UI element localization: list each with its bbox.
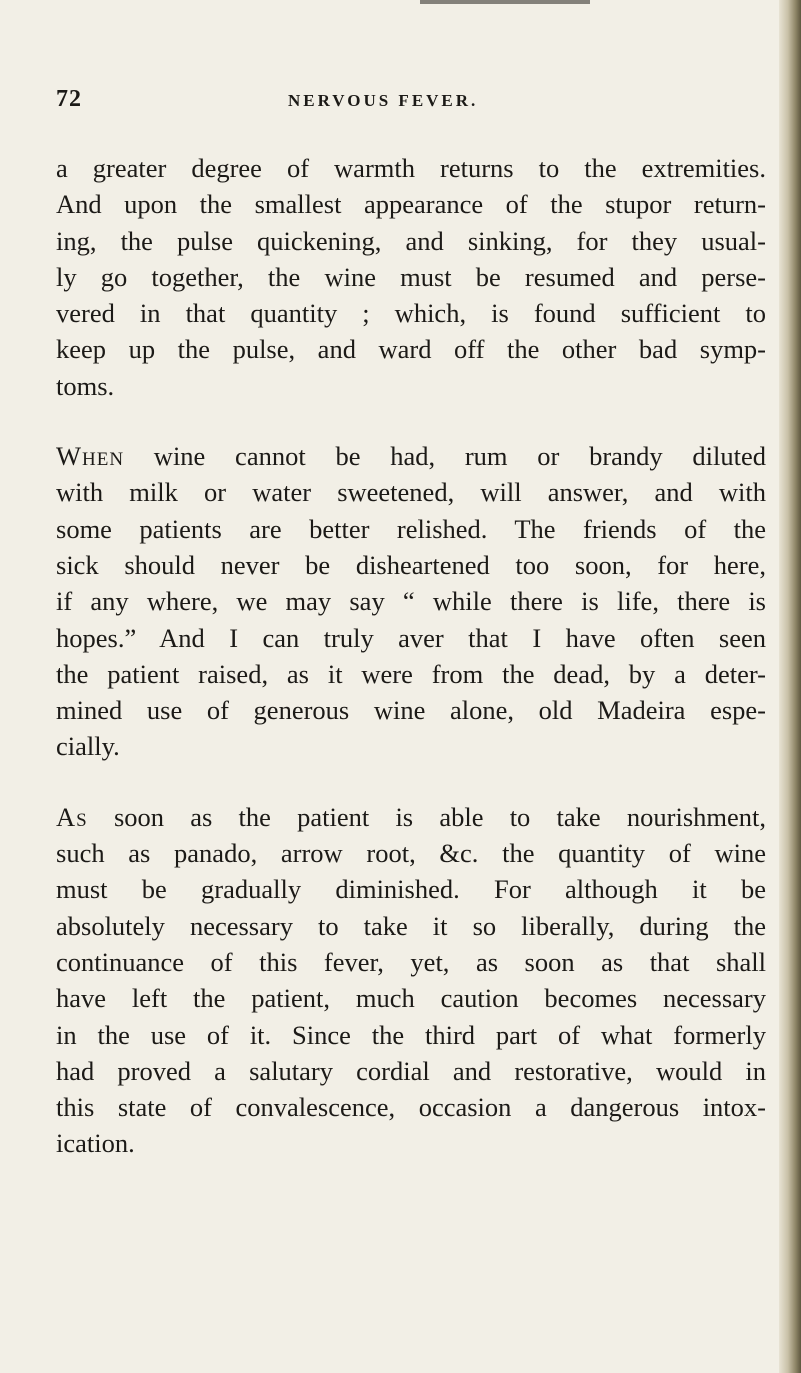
paragraph-lead-word: When xyxy=(56,441,125,472)
text-line: in the use of it. Since the third part of what formerly xyxy=(56,1019,766,1050)
page-number: 72 xyxy=(56,86,82,112)
paragraph-2 xyxy=(56,438,766,765)
text-line: hopes.” And I can truly aver that I have often seen xyxy=(56,622,766,653)
text-line: ing, the pulse quickening, and sinking, for they usual- xyxy=(56,225,766,256)
body-text xyxy=(56,150,766,1162)
running-head: NERVOUS FEVER. xyxy=(288,91,479,110)
text-line: have left the patient, much caution becomes necessary xyxy=(56,983,766,1014)
paragraph-1 xyxy=(56,150,766,404)
text-line-with-lead xyxy=(56,799,766,835)
text-line: continuance of this fever, yet, as soon as that shall xyxy=(56,946,766,977)
text-line: cially. xyxy=(56,731,120,762)
text-line: a greater degree of warmth returns to the extremities. xyxy=(56,153,766,183)
text-line: absolutely necessary to take it so liberally, during the xyxy=(56,910,766,941)
text-line-rest: wine cannot be had, rum or brandy diluted xyxy=(124,441,766,472)
text-line: if any where, we may say “ while there is life, there is xyxy=(56,586,766,617)
paragraph-3 xyxy=(56,799,766,1162)
text-line: sick should never be disheartened too soon, for here, xyxy=(56,549,766,580)
text-line: some patients are better relished. The friends of the xyxy=(56,513,766,544)
page-edge-shadow xyxy=(779,0,801,1373)
text-line: mined use of generous wine alone, old Madeira espe- xyxy=(56,695,766,726)
text-line: keep up the pulse, and ward off the other bad symp- xyxy=(56,334,766,365)
text-line: toms. xyxy=(56,370,115,401)
text-line: such as panado, arrow root, &c. the quantity of wine xyxy=(56,838,766,869)
text-line: And upon the smallest appearance of the stupor return- xyxy=(56,189,766,220)
text-line: must be gradually diminished. For although it be xyxy=(56,874,766,905)
text-line: with milk or water sweetened, will answer, and with xyxy=(56,477,766,508)
page-header xyxy=(56,86,746,120)
text-line-rest: soon as the patient is able to take nourishment, xyxy=(87,801,766,832)
page-top-mark xyxy=(420,0,590,4)
text-line: ication. xyxy=(56,1128,135,1159)
text-line: ly go together, the wine must be resumed and perse- xyxy=(56,261,766,292)
text-line: this state of convalescence, occasion a dangerous intox- xyxy=(56,1092,766,1123)
paragraph-lead-word: As xyxy=(56,801,88,832)
text-line: vered in that quantity ; which, is found sufficient to xyxy=(56,298,766,329)
text-line-with-lead xyxy=(56,438,766,474)
text-line: had proved a salutary cordial and restorative, would in xyxy=(56,1055,766,1086)
text-line: the patient raised, as it were from the dead, by a deter- xyxy=(56,658,766,689)
